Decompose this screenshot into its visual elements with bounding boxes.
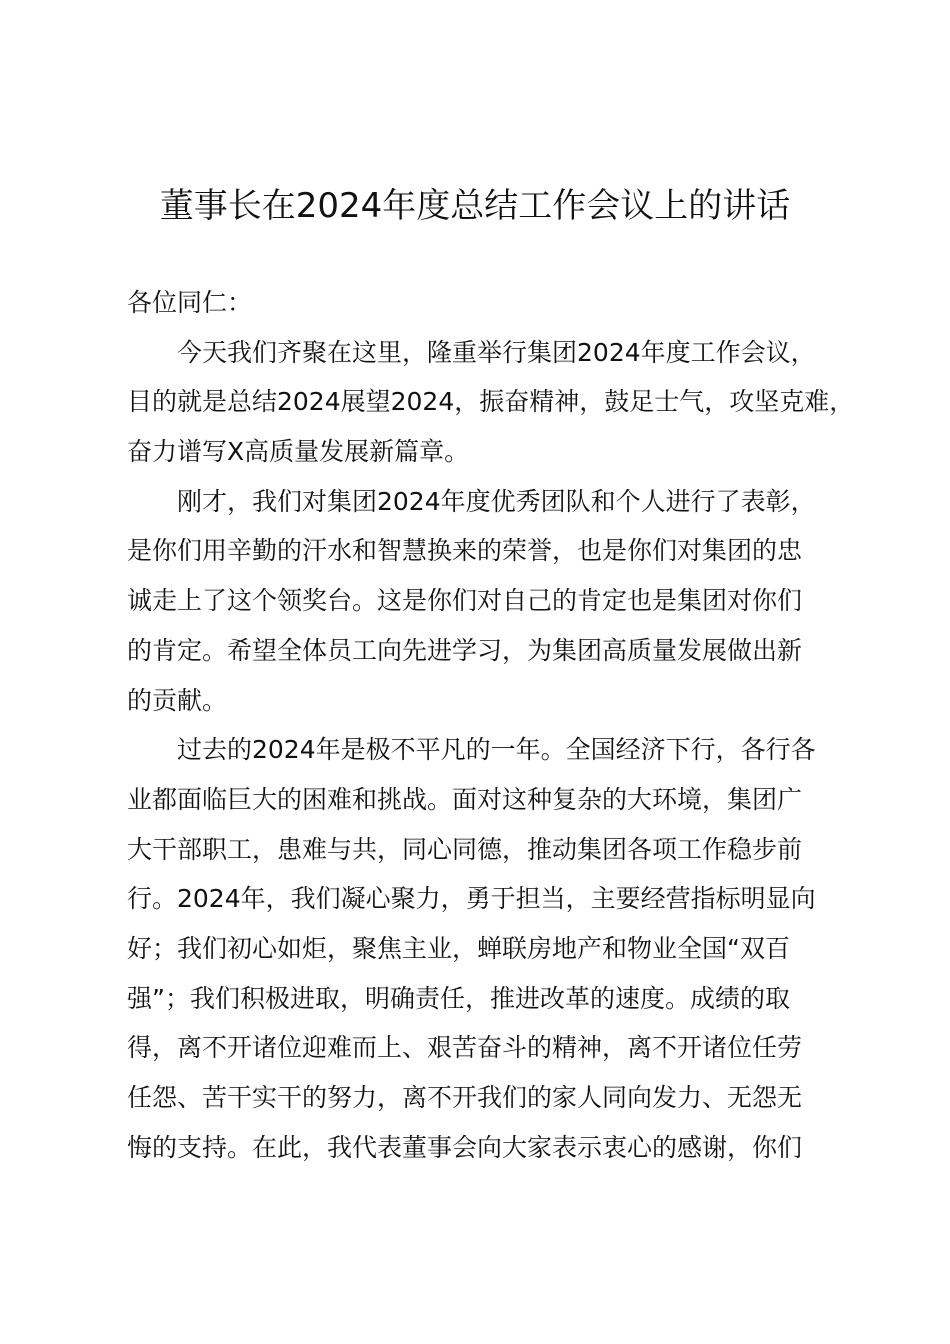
paragraph-line: 强”；我们积极进取，明确责任，推进改革的速度。成绩的取 xyxy=(127,983,790,1013)
paragraph-line: 悔的支持。在此，我代表董事会向大家表示衷心的感谢，你们 xyxy=(127,1132,803,1162)
document-title: 董事长在2024年度总结工作会议上的讲话 xyxy=(159,186,791,226)
paragraph-line: 的肯定。希望全体员工向先进学习，为集团高质量发展做出新 xyxy=(127,635,803,665)
paragraph-line: 业都面临巨大的困难和挑战。面对这种复杂的大环境，集团广 xyxy=(127,784,803,814)
paragraph-line: 任怨、苦干实干的努力，离不开我们的家人同向发力、无怨无 xyxy=(127,1083,803,1112)
paragraph-line: 今天我们齐聚在这里，隆重举行集团2024年度工作会议， xyxy=(177,337,816,367)
salutation: 各位同仁： xyxy=(127,288,253,317)
document-body xyxy=(127,278,855,1172)
paragraph-line: 刚才，我们对集团2024年度优秀团队和个人进行了表彰， xyxy=(177,486,816,516)
paragraph-line: 是你们用辛勤的汗水和智慧换来的荣誉，也是你们对集团的忠 xyxy=(127,536,803,566)
paragraph-line: 诚走上了这个领奖台。这是你们对自己的肯定也是集团对你们 xyxy=(127,586,803,616)
paragraph-line: 得，离不开诸位迎难而上、艰苦奋斗的精神，离不开诸位任劳 xyxy=(127,1033,803,1063)
paragraph-line: 过去的2024年是极不平凡的一年。全国经济下行，各行各 xyxy=(177,735,816,765)
paragraph-3 xyxy=(127,725,847,1172)
paragraph-line: 目的就是总结2024展望2024，振奋精神，鼓足士气，攻坚克难， xyxy=(127,387,855,417)
paragraph-line: 大干部职工，患难与共，同心同德，推动集团各项工作稳步前 xyxy=(127,834,803,864)
paragraph-line: 的贡献。 xyxy=(127,685,228,715)
paragraph-line: 好；我们初心如炬，聚焦主业，蝉联房地产和物业全国“双百 xyxy=(127,933,790,963)
paragraph-1 xyxy=(127,328,855,477)
paragraph-2 xyxy=(127,477,847,725)
paragraph-line: 奋力谱写X高质量发展新篇章。 xyxy=(127,437,470,467)
paragraph-line: 行。2024年，我们凝心聚力，勇于担当，主要经营指标明显向 xyxy=(127,884,816,914)
